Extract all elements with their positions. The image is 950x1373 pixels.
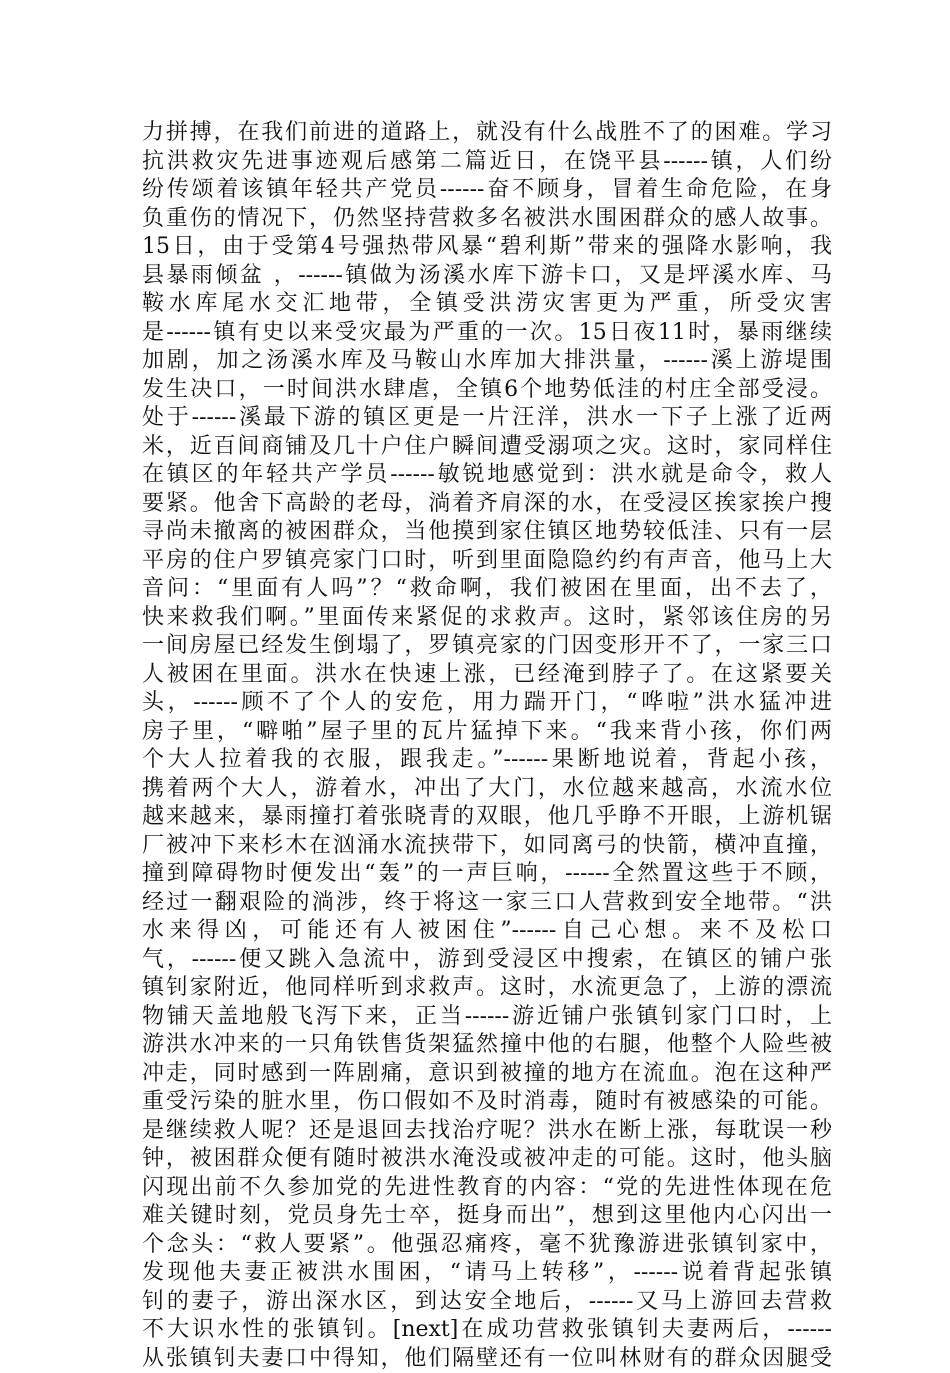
text-line: 镇钊家附近，他同样听到求救声。这时，水流更急了，上游的漂流 — [142, 974, 832, 1003]
text-line: 重受污染的脏水里，伤口假如不及时消毒，随时有被感染的可能。 — [142, 1088, 832, 1117]
text-line: 力拼搏，在我们前进的道路上，就没有什么战胜不了的困难。学习 — [142, 119, 832, 148]
text-line: 游洪水冲来的一只角铁售货架猛然撞中他的右腿，他整个人险些被 — [142, 1031, 832, 1060]
text-line: 在镇区的年轻共产学员------敏锐地感觉到：洪水就是命令，救人 — [142, 461, 832, 490]
text-line: 钊的妻子，游出深水区，到达安全地后，------又马上游回去营救 — [142, 1288, 832, 1317]
text-line: 15日，由于受第4号强热带风暴“碧利斯”带来的强降水影响，我 — [142, 233, 832, 262]
text-line: 一间房屋已经发生倒塌了，罗镇亮家的门因变形开不了，一家三口 — [142, 632, 832, 661]
text-line: 越来越来，暴雨撞打着张晓青的双眼，他几乎睁不开眼，上游机锯 — [142, 803, 832, 832]
text-line: 水来得凶，可能还有人被困住”------自己心想。来不及松口 — [142, 917, 832, 946]
text-line: 从张镇钊夫妻口中得知，他们隔壁还有一位叫林财有的群众因腿受 — [142, 1345, 832, 1373]
text-line: 钟，被困群众便有随时被洪水淹没或被冲走的可能。这时，他头脑 — [142, 1145, 832, 1174]
text-line: 撞到障碍物时便发出“轰”的一声巨响，------全然置这些于不顾， — [142, 860, 832, 889]
text-line: 冲走，同时感到一阵剧痛，意识到被撞的地方在流血。泡在这种严 — [142, 1060, 832, 1089]
text-line: 抗洪救灾先进事迹观后感第二篇近日，在饶平县------镇，人们纷 — [142, 148, 832, 177]
text-line: 加剧，加之汤溪水库及马鞍山水库加大排洪量，------溪上游堤围 — [142, 347, 832, 376]
text-line: 房子里，“噼啪”屋子里的瓦片猛掉下来。“我来背小孩，你们两 — [142, 718, 832, 747]
text-line: 是------镇有史以来受灾最为严重的一次。15日夜11时，暴雨继续 — [142, 319, 832, 348]
text-line: 发生决口，一时间洪水肆虐，全镇6个地势低洼的村庄全部受浸。 — [142, 376, 832, 405]
text-line: 是继续救人呢？还是退回去找治疗呢？洪水在断上涨，每耽误一秒 — [142, 1117, 832, 1146]
text-line: 闪现出前不久参加党的先进性教育的内容：“党的先进性体现在危 — [142, 1174, 832, 1203]
text-line: 米，近百间商铺及几十户住户瞬间遭受溺项之灾。这时，家同样住 — [142, 433, 832, 462]
text-line: 要紧。他舍下高龄的老母，淌着齐肩深的水，在受浸区挨家挨户搜 — [142, 490, 832, 519]
text-line: 气，------便又跳入急流中，游到受浸区中搜索，在镇区的铺户张 — [142, 946, 832, 975]
text-line: 物铺天盖地般飞泻下来，正当------游近铺户张镇钊家门口时，上 — [142, 1003, 832, 1032]
text-line: 人被困在里面。洪水在快速上涨，已经淹到脖子了。在这紧要关 — [142, 661, 832, 690]
text-line: 厂被冲下来杉木在汹涌水流挟带下，如同离弓的快箭，横冲直撞， — [142, 832, 832, 861]
text-line: 负重伤的情况下，仍然坚持营救多名被洪水围困群众的感人故事。 — [142, 205, 832, 234]
article-body — [142, 119, 832, 1373]
text-line: 经过一翻艰险的淌涉，终于将这一家三口人营救到安全地带。“洪 — [142, 889, 832, 918]
text-line: 不大识水性的张镇钊。[next]在成功营救张镇钊夫妻两后，------ — [142, 1316, 832, 1345]
text-line: 音问：“里面有人吗”？“救命啊，我们被困在里面，出不去了， — [142, 575, 832, 604]
text-line: 县暴雨倾盆 ，------镇做为汤溪水库下游卡口，又是坪溪水库、马 — [142, 262, 832, 291]
text-line: 发现他夫妻正被洪水围困，“请马上转移”，------说着背起张镇 — [142, 1259, 832, 1288]
text-line: 头，------顾不了个人的安危，用力踹开门，“哗啦”洪水猛冲进 — [142, 689, 832, 718]
text-line: 鞍水库尾水交汇地带，全镇受洪涝灾害更为严重，所受灾害 — [142, 290, 832, 319]
text-line: 纷传颂着该镇年轻共产党员------奋不顾身，冒着生命危险，在身 — [142, 176, 832, 205]
text-line: 处于------溪最下游的镇区更是一片汪洋，洪水一下子上涨了近两 — [142, 404, 832, 433]
text-line: 个大人拉着我的衣服，跟我走。”------果断地说着，背起小孩， — [142, 746, 832, 775]
text-line: 难关键时刻，党员身先士卒，挺身而出”，想到这里他内心闪出一 — [142, 1202, 832, 1231]
text-line: 寻尚未撤离的被困群众，当他摸到家住镇区地势较低洼、只有一层 — [142, 518, 832, 547]
text-line: 平房的住户罗镇亮家门口时，听到里面隐隐约约有声音，他马上大 — [142, 547, 832, 576]
text-line: 携着两个大人，游着水，冲出了大门，水位越来越高，水流水位 — [142, 775, 832, 804]
text-line: 个念头：“救人要紧”。他强忍痛疼，毫不犹豫游进张镇钊家中， — [142, 1231, 832, 1260]
text-line: 快来救我们啊。”里面传来紧促的求救声。这时，紧邻该住房的另 — [142, 604, 832, 633]
